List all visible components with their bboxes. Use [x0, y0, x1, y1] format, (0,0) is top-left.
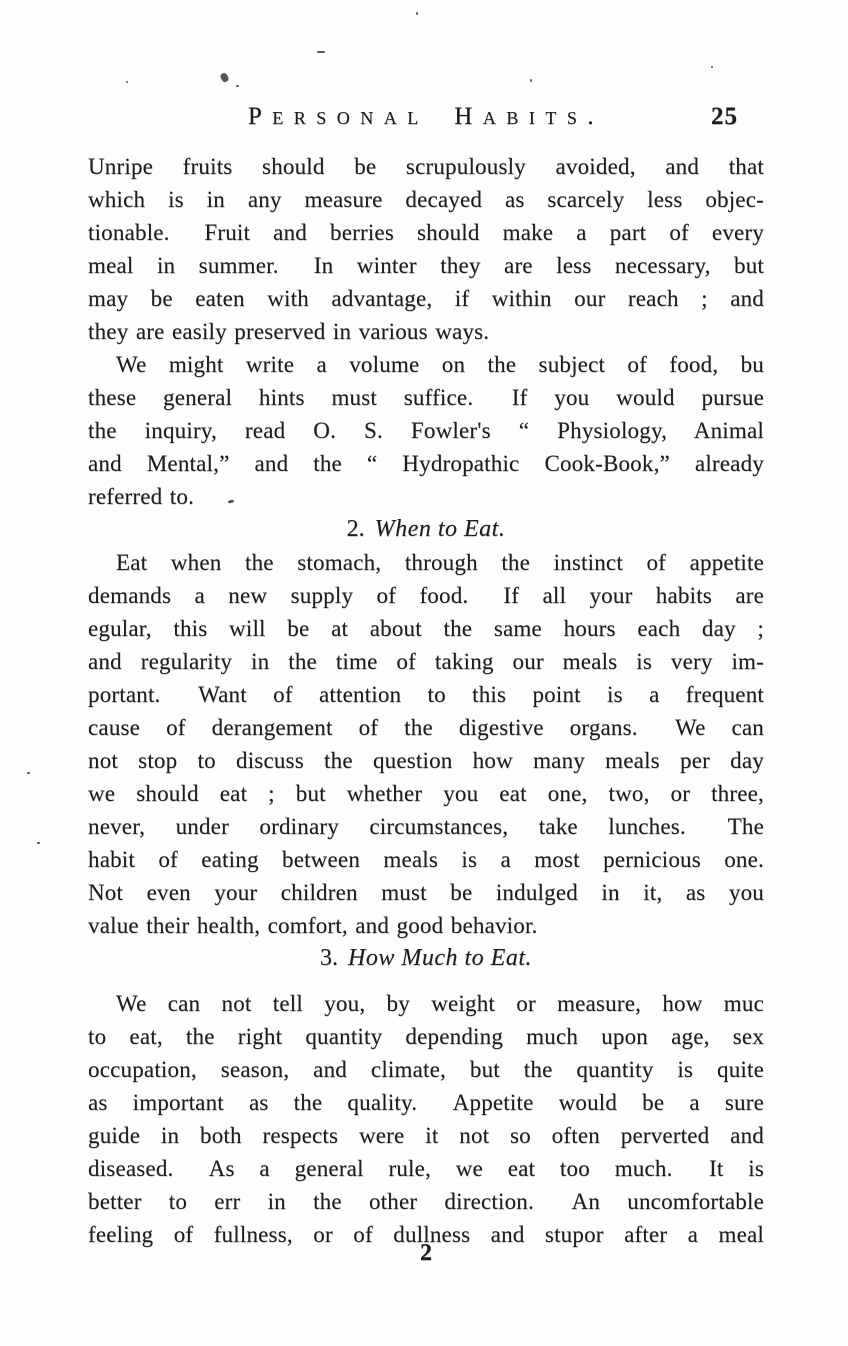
text-line: portant. Want of attention to this point is a frequent	[88, 682, 764, 707]
text-line: which is in any measure decayed as scarcely less objec-	[88, 187, 764, 212]
text-line: to eat, the right quantity depending much upon age, sex	[88, 1024, 764, 1049]
text-line: referred to.	[88, 484, 195, 509]
section-title: How Much to Eat.	[348, 945, 532, 971]
text-line: guide in both respects were it not so often perverted and	[88, 1123, 764, 1148]
text-line: never, under ordinary circumstances, take lunches. The	[88, 814, 764, 839]
paragraph	[88, 987, 764, 1251]
text-line: egular, this will be at about the same hours each day ;	[88, 616, 764, 641]
paragraph	[88, 348, 764, 513]
scan-speck	[711, 66, 713, 68]
text-line: and Mental,” and the “ Hydropathic Cook-Book,” already	[88, 451, 764, 476]
text-line: habit of eating between meals is a most pernicious one.	[88, 847, 764, 872]
text-line: Eat when the stomach, through the instinct of appetite	[116, 550, 764, 575]
scan-speck	[37, 842, 40, 844]
text-line: We can not tell you, by weight or measure, how muc	[116, 991, 764, 1016]
text-line: and regularity in the time of taking our meals is very im-	[88, 649, 764, 674]
text-line: occupation, season, and climate, but the quantity is quite	[88, 1057, 764, 1082]
text-line: diseased. As a general rule, we eat too much. It is	[88, 1156, 764, 1181]
section-number: 2.	[346, 516, 365, 542]
scan-speck	[236, 85, 239, 87]
scan-speck	[416, 12, 418, 15]
scan-speck	[219, 72, 229, 83]
section-number: 3.	[320, 945, 338, 971]
page-body	[88, 150, 764, 1251]
text-line: better to err in the other direction. An uncomfortable	[88, 1189, 764, 1214]
scan-speck	[317, 51, 325, 53]
section-heading	[88, 513, 764, 546]
text-line: may be eaten with advantage, if within our reach ; and	[88, 286, 764, 311]
text-line: feeling of fullness, or of dullness and stupor after a meal	[88, 1222, 764, 1247]
text-line: the inquiry, read O. S. Fowler's “ Physiology, Animal	[88, 418, 764, 443]
text-line: demands a new supply of food. If all your habits are	[88, 583, 764, 608]
text-line: We might write a volume on the subject of food, bu	[116, 352, 764, 377]
scan-speck	[530, 79, 532, 82]
text-line: these general hints must suffice. If you would pursue	[88, 385, 764, 410]
scan-speck	[126, 81, 128, 83]
text-line: Not even your children must be indulged in it, as you	[88, 880, 764, 905]
paragraph	[88, 546, 764, 942]
paragraph	[88, 150, 764, 348]
text-line: Unripe fruits should be scrupulously avoided, and that	[88, 154, 764, 179]
text-line: they are easily preserved in various ways.	[88, 319, 490, 344]
section-title: When to Eat.	[374, 516, 506, 542]
text-line: not stop to discuss the question how many meals per day	[88, 748, 764, 773]
text-line: we should eat ; but whether you eat one, two, or three,	[88, 781, 764, 806]
scan-speck	[27, 772, 30, 774]
text-line: meal in summer. In winter they are less necessary, but	[88, 253, 764, 278]
text-line: as important as the quality. Appetite would be a sure	[88, 1090, 764, 1115]
text-line: cause of derangement of the digestive organs. We can	[88, 715, 764, 740]
page-header	[88, 103, 764, 135]
page-number: 25	[711, 103, 738, 130]
section-heading	[88, 942, 764, 975]
text-line: value their health, comfort, and good behavior.	[88, 913, 538, 938]
running-title: Personal Habits.	[247, 103, 605, 130]
signature-mark: 2	[420, 1240, 432, 1266]
text-line: tionable. Fruit and berries should make a part of every	[88, 220, 764, 245]
